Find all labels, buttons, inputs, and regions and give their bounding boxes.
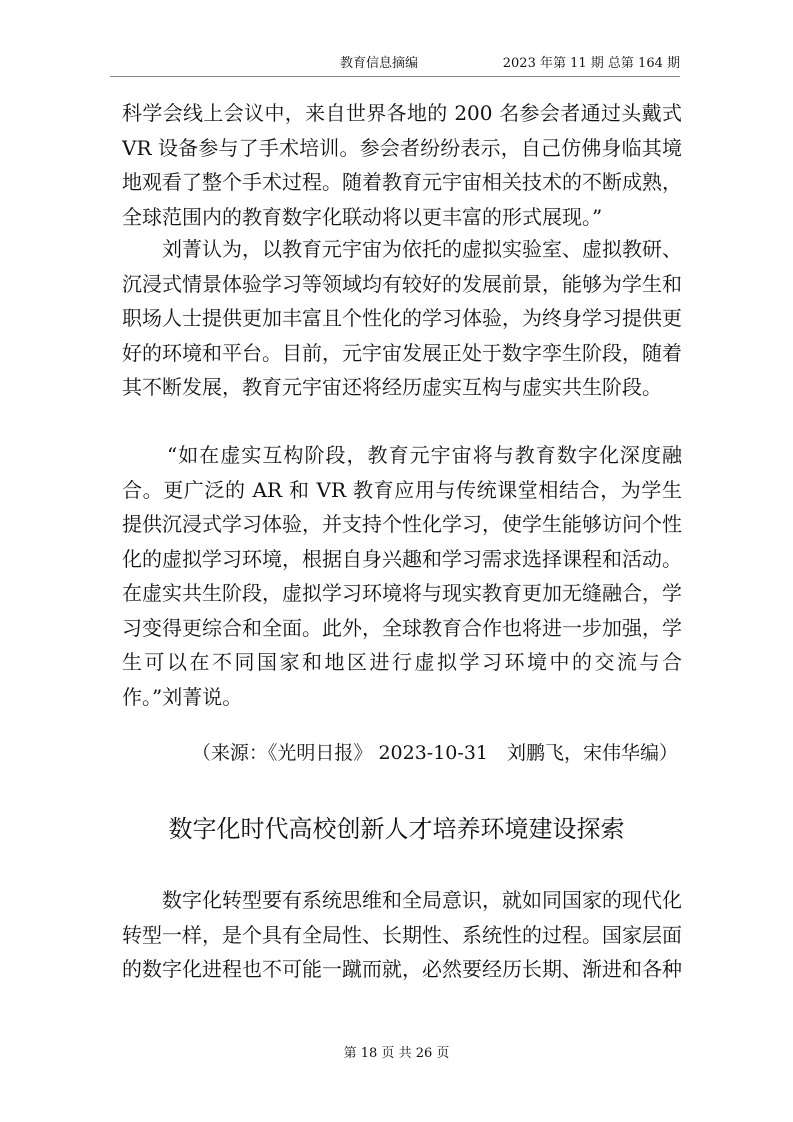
article-title: 数字化时代高校创新人才培养环境建设探索 bbox=[168, 815, 625, 843]
publication-name: 教育信息摘编 bbox=[340, 56, 419, 71]
body-paragraph: 科学会线上会议中，来自世界各地的 200 名参会者通过头戴式 VR 设备参与了手术培训。参会者纷纷表示，自己仿佛身临其境地观看了整个手术过程。随着教育元宇宙相关技术的不断成熟，全球范围内的教育数字化联动将以更丰富的形式展现。” bbox=[122, 101, 682, 229]
body-paragraph: 刘菁认为，以教育元宇宙为依托的虚拟实验室、虚拟教研、沉浸式情景体验学习等领域均有较好的发展前景，能够为学生和职场人士提供更加丰富且个性化的学习体验，为终身学习提供更好的环境和平台。目前，元宇宙发展正处于数字孪生阶段，随着其不断发展，教育元宇宙还将经历虚实互构与虚实共生阶段。 bbox=[122, 237, 682, 399]
body-paragraph: “如在虚实互构阶段，教育元宇宙将与教育数字化深度融合。更广泛的 AR 和 VR 教育应用与传统课堂相结合，为学生提供沉浸式学习体验，并支持个性化学习，使学生能够访问个性化的虚拟学习环境，根据自身兴趣和学习需求选择课程和活动。在虚实共生阶段，虚拟学习环境将与现实教育更加无缝融合，学习变得更综合和全面。此外，全球教育合作也将进一步加强，学生可以在不同国家和地区进行虚拟学习环境中的交流与合作。”刘菁说。 bbox=[122, 443, 682, 709]
page-number: 第 18 页 共 26 页 bbox=[343, 1046, 450, 1061]
issue-number: 2023 年第 11 期 总第 164 期 bbox=[502, 56, 680, 71]
page-header bbox=[340, 52, 680, 74]
article-paragraph: 数字化转型要有系统思维和全局意识，就如同国家的现代化转型一样，是个具有全局性、长期性、系统性的过程。国家层面的数字化进程也不可能一蹴而就，必然要经历长期、渐进和各种 bbox=[122, 888, 682, 981]
source-citation: （来源：《光明日报》 2023-10-31 刘鹏飞，宋伟华编） bbox=[191, 742, 678, 764]
header-divider bbox=[110, 76, 680, 77]
